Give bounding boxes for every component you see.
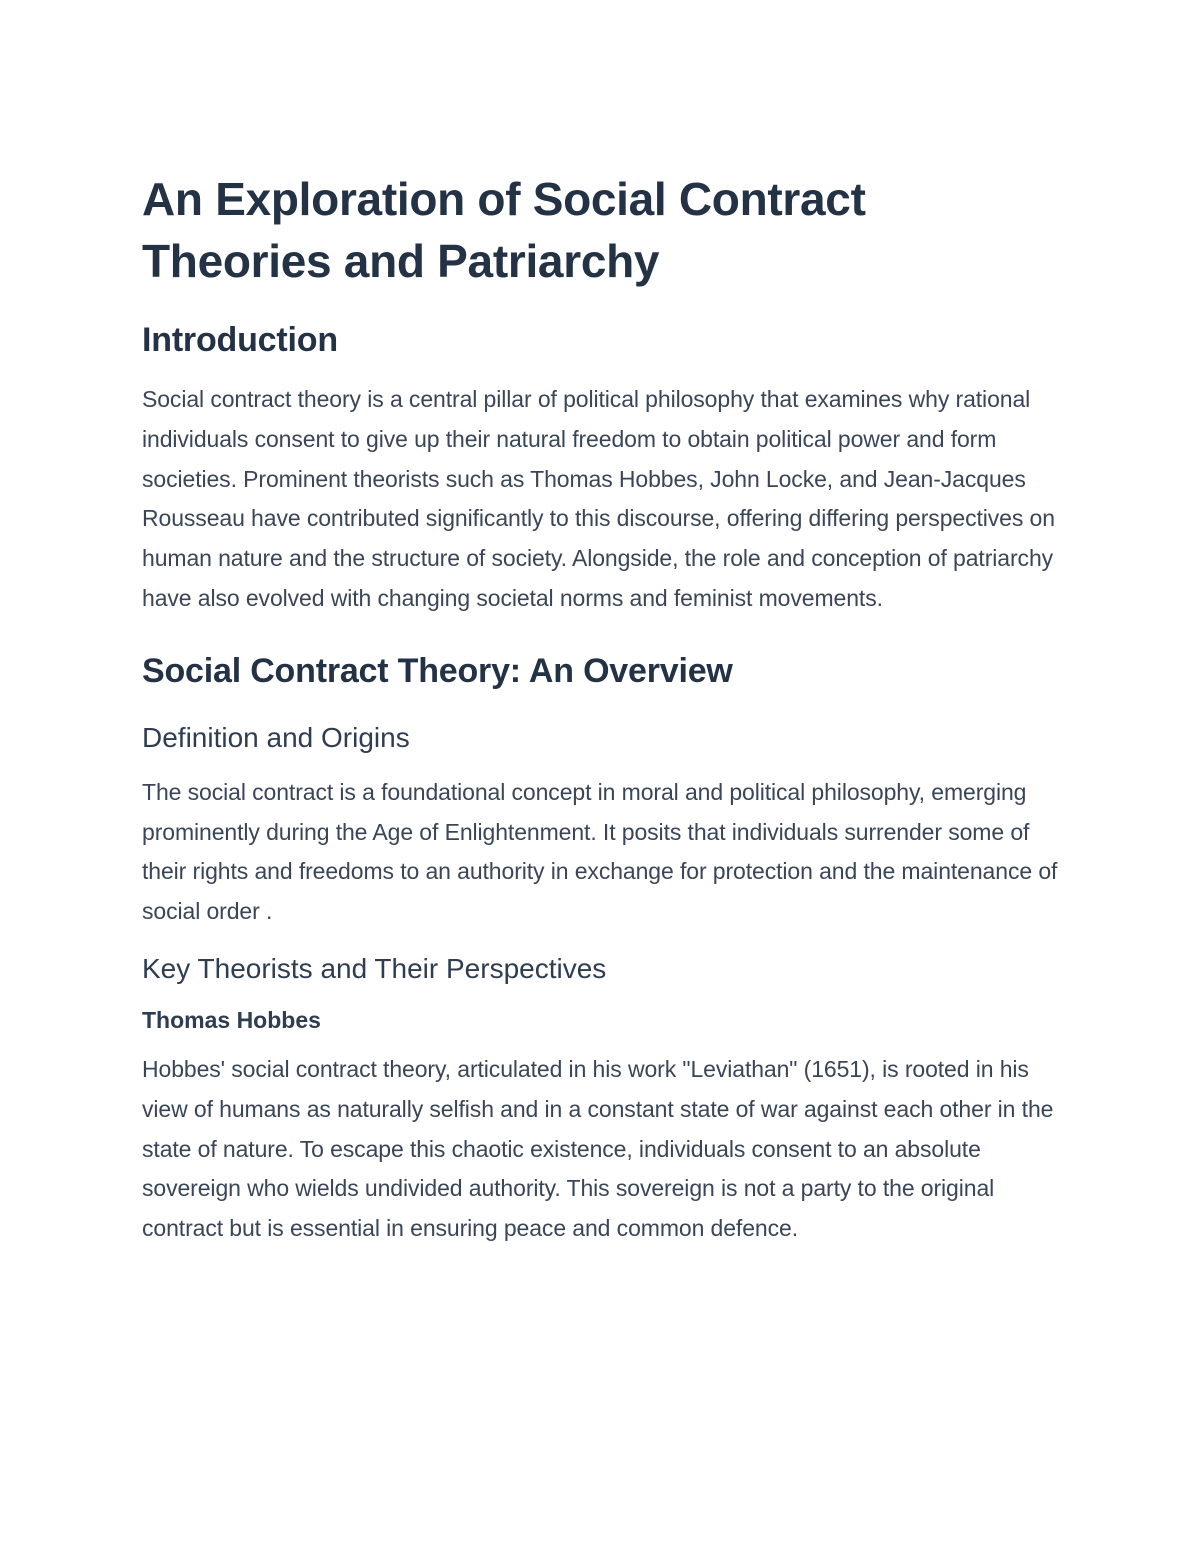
hobbes-heading: Thomas Hobbes [142, 1006, 321, 1033]
definition-paragraph: The social contract is a foundational concept in moral and political philosophy, emerging prominently during the Age of Enlightenment. It posits that individuals surrender some of their rights and freedoms to an authority in exchange for protection and the maintenance of social order . [142, 778, 1058, 925]
document-title: An Exploration of Social Contract Theories and Patriarchy [142, 173, 866, 287]
document-page [142, 168, 1062, 1249]
introduction-paragraph: Social contract theory is a central pillar of political philosophy that examines why rational individuals consent to give up their natural freedom to obtain political power and form societies. Prominent theorists such as Thomas Hobbes, John Locke, and Jean-Jacques Rousseau have contributed significantly to this discourse, offering differing perspectives on human nature and the structure of society. Alongside, the role and conception of patriarchy have also evolved with changing societal norms and feminist movements. [142, 386, 1055, 611]
key-theorists-heading: Key Theorists and Their Perspectives [142, 952, 607, 984]
overview-heading: Social Contract Theory: An Overview [142, 651, 733, 690]
definition-heading: Definition and Origins [142, 721, 410, 753]
introduction-heading: Introduction [142, 321, 338, 359]
hobbes-paragraph: Hobbes' social contract theory, articulated in his work "Leviathan" (1651), is rooted in his view of humans as naturally selfish and in a constant state of war against each other in the state of nature. To escape this chaotic existence, individuals consent to an absolute sovereign who wields undivided authority. This sovereign is not a party to the original contract but is essential in ensuring peace and common defence. [142, 1055, 1054, 1242]
